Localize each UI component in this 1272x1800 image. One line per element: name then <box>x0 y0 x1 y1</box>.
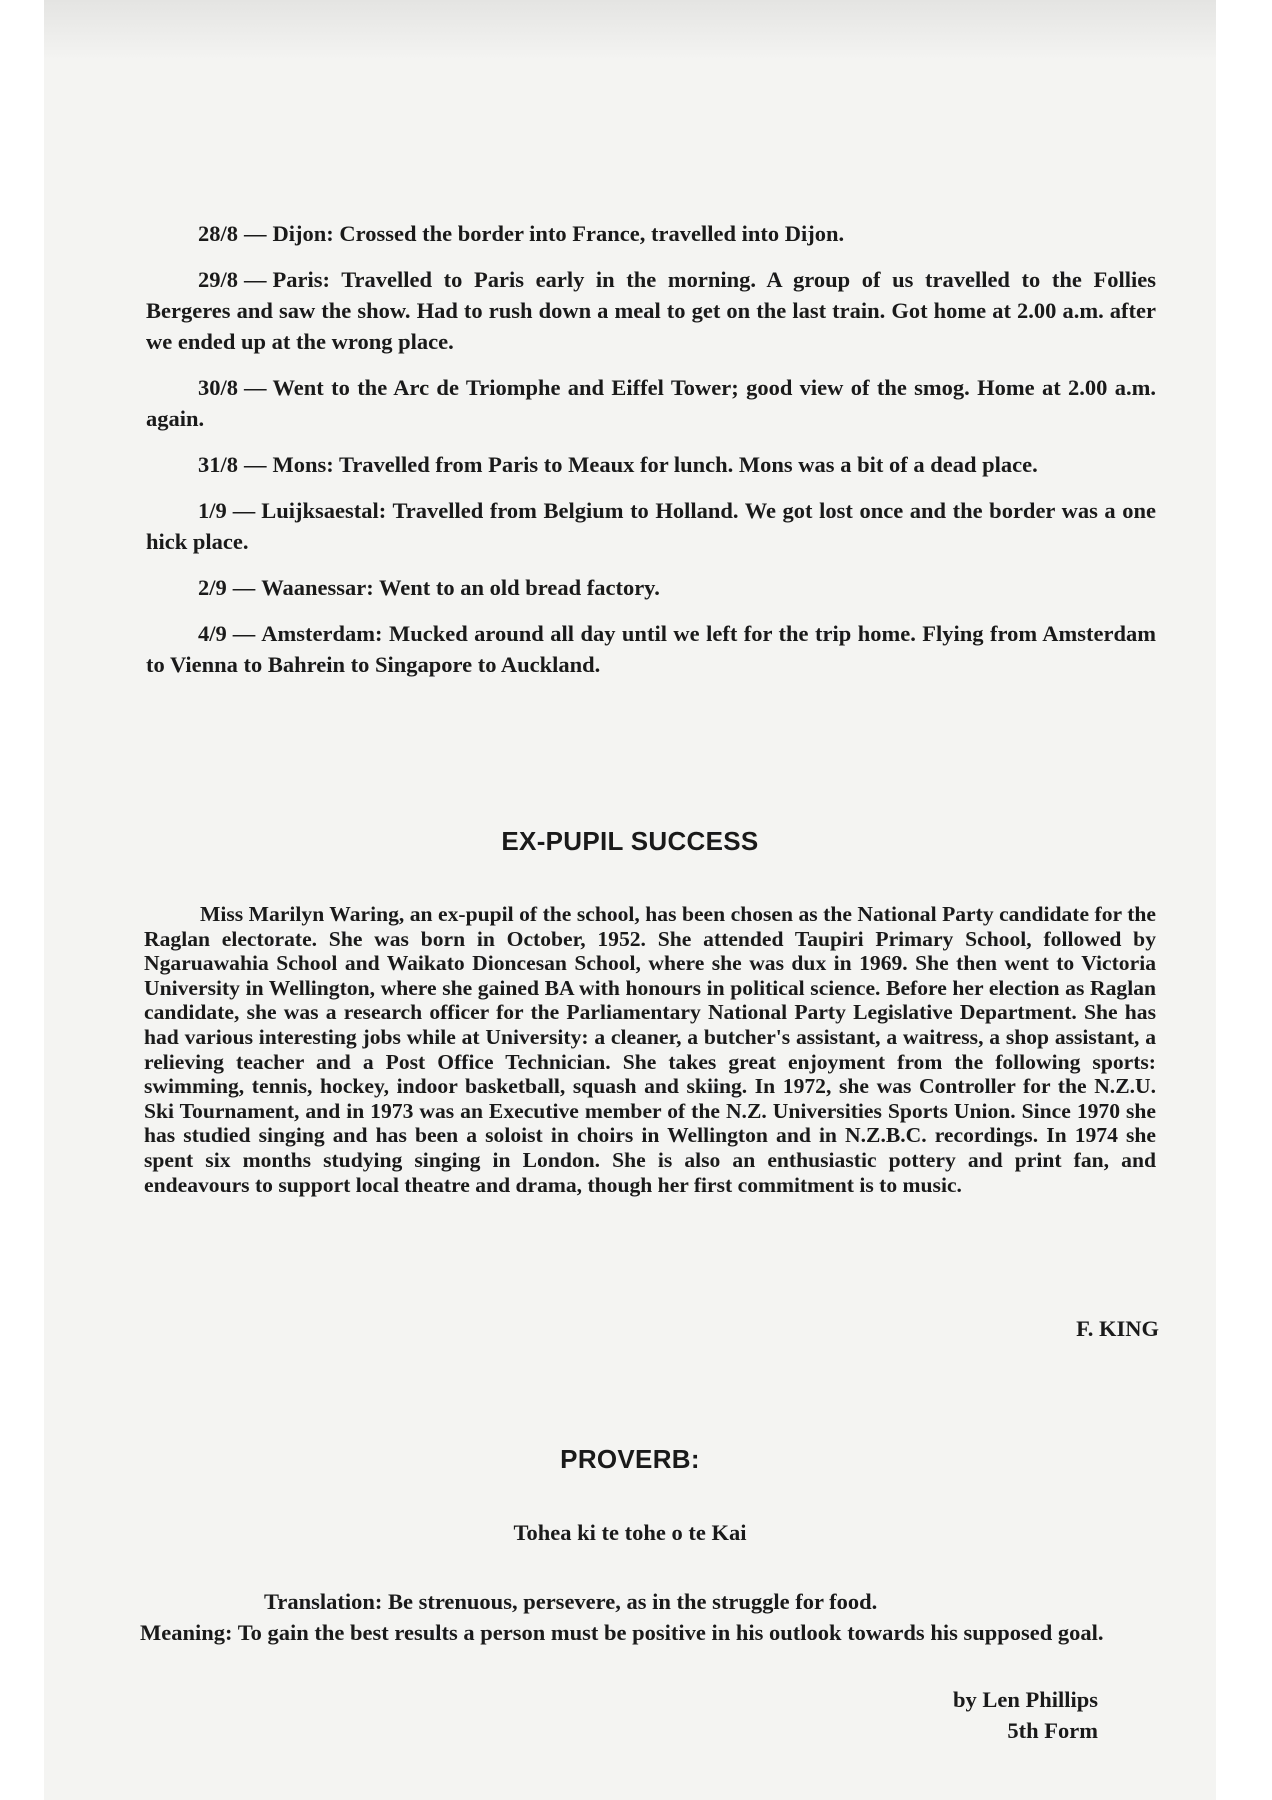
proverb-text: Tohea ki te tohe o te Kai <box>513 1520 747 1545</box>
entry-place: Dijon: <box>272 221 334 246</box>
entry-date: 31/8 <box>198 452 239 477</box>
entry-text: Went to the Arc de Triomphe and Eiffel Tower; good view of the smog. Home at 2.00 a.m. again. <box>146 375 1156 431</box>
entry-dash: — <box>244 267 267 292</box>
entry-date: 29/8 <box>198 267 239 292</box>
entry-dash: — <box>244 452 267 477</box>
entry-date: 28/8 <box>198 221 239 246</box>
entry-date: 4/9 <box>198 621 227 646</box>
entry-text: Crossed the border into France, travelled into Dijon. <box>339 221 845 246</box>
entry-text: Mucked around all day until we left for the trip home. Flying from Amsterdam to Vienna to Bahrein to Singapore to Auckland. <box>146 621 1156 677</box>
byline-author: by Len Phillips <box>952 1687 1098 1712</box>
diary-entry <box>146 495 1156 557</box>
entry-dash: — <box>232 575 256 600</box>
entry-dash: — <box>232 498 256 523</box>
proverb-meaning: Meaning: To gain the best results a person must be positive in his outlook towards his supposed goal. <box>140 1620 1104 1645</box>
entry-dash: — <box>244 221 267 246</box>
proverb-translation: Translation: Be strenuous, persevere, as in the struggle for food. <box>264 1589 878 1614</box>
diary-entry <box>146 372 1156 434</box>
entry-text: Travelled from Paris to Meaux for lunch. Mons was a bit of a dead place. <box>338 452 1038 477</box>
section-heading-proverb: PROVERB: <box>560 1444 700 1474</box>
entry-place: Waanessar: <box>261 575 374 600</box>
diary-entry <box>146 218 1156 249</box>
ex-pupil-article: Miss Marilyn Waring, an ex-pupil of the school, has been chosen as the National Party candidate for the Raglan electorate. She was born in October, 1952. She attended Taupiri Primary School, followed by Ngaruawahia School and Waikato Dioncesan School, where she was dux in 1969. She then went to Victoria University in Wellington, where she gained BA with honours in political science. Before her election as Raglan candidate, she was a research officer for the Parliamentary National Party Legislative Department. She has had various interesting jobs while at University: a cleaner, a butcher's assistant, a waitress, a shop assistant, a relieving teacher and a Post Office Technician. She takes great enjoyment from the following sports: swimming, tennis, hockey, indoor basketball, squash and skiing. In 1972, she was Controller for the N.Z.U. Ski Tournament, and in 1973 was an Executive member of the N.Z. Universities Sports Union. Since 1970 she has studied singing and has been a soloist in choirs in Wellington and in N.Z.B.C. recordings. In 1974 she spent six months studying singing in London. She is also an enthusiastic pottery and print fan, and endeavours to support local theatre and drama, though her first commitment is to music. <box>144 902 1156 1197</box>
entry-text: Travelled from Belgium to Holland. We got lost once and the border was a one hick place. <box>146 498 1156 554</box>
diary-entry <box>146 449 1156 480</box>
article-author: F. KING <box>1076 1316 1159 1341</box>
entry-place: Paris: <box>272 267 330 292</box>
diary-entry <box>146 618 1156 680</box>
entry-place: Luijksaestal: <box>261 498 387 523</box>
diary-entry <box>146 264 1156 357</box>
byline-form: 5th Form <box>1007 1718 1098 1743</box>
proverb-explanation <box>140 1586 1154 1648</box>
document-page <box>44 0 1216 1800</box>
entry-text: Went to an old bread factory. <box>378 575 660 600</box>
diary-entry <box>146 572 1156 603</box>
proverb-byline <box>953 1684 1098 1746</box>
entry-dash: — <box>232 621 256 646</box>
entry-place: Amsterdam: <box>261 621 383 646</box>
entry-date: 2/9 <box>198 575 227 600</box>
entry-place: Mons: <box>272 452 334 477</box>
entry-date: 30/8 <box>198 375 239 400</box>
section-heading-ex-pupil-success: EX-PUPIL SUCCESS <box>501 826 759 856</box>
entry-text: Travelled to Paris early in the morning. A group of us travelled to the Follies Bergeres and saw the show. Had to rush down a meal to get on the last train. Got home at 2.00 a.m. after we ended up at the wrong place. <box>146 267 1157 354</box>
entry-date: 1/9 <box>198 498 227 523</box>
travel-diary <box>146 218 1156 695</box>
entry-dash: — <box>244 375 267 400</box>
